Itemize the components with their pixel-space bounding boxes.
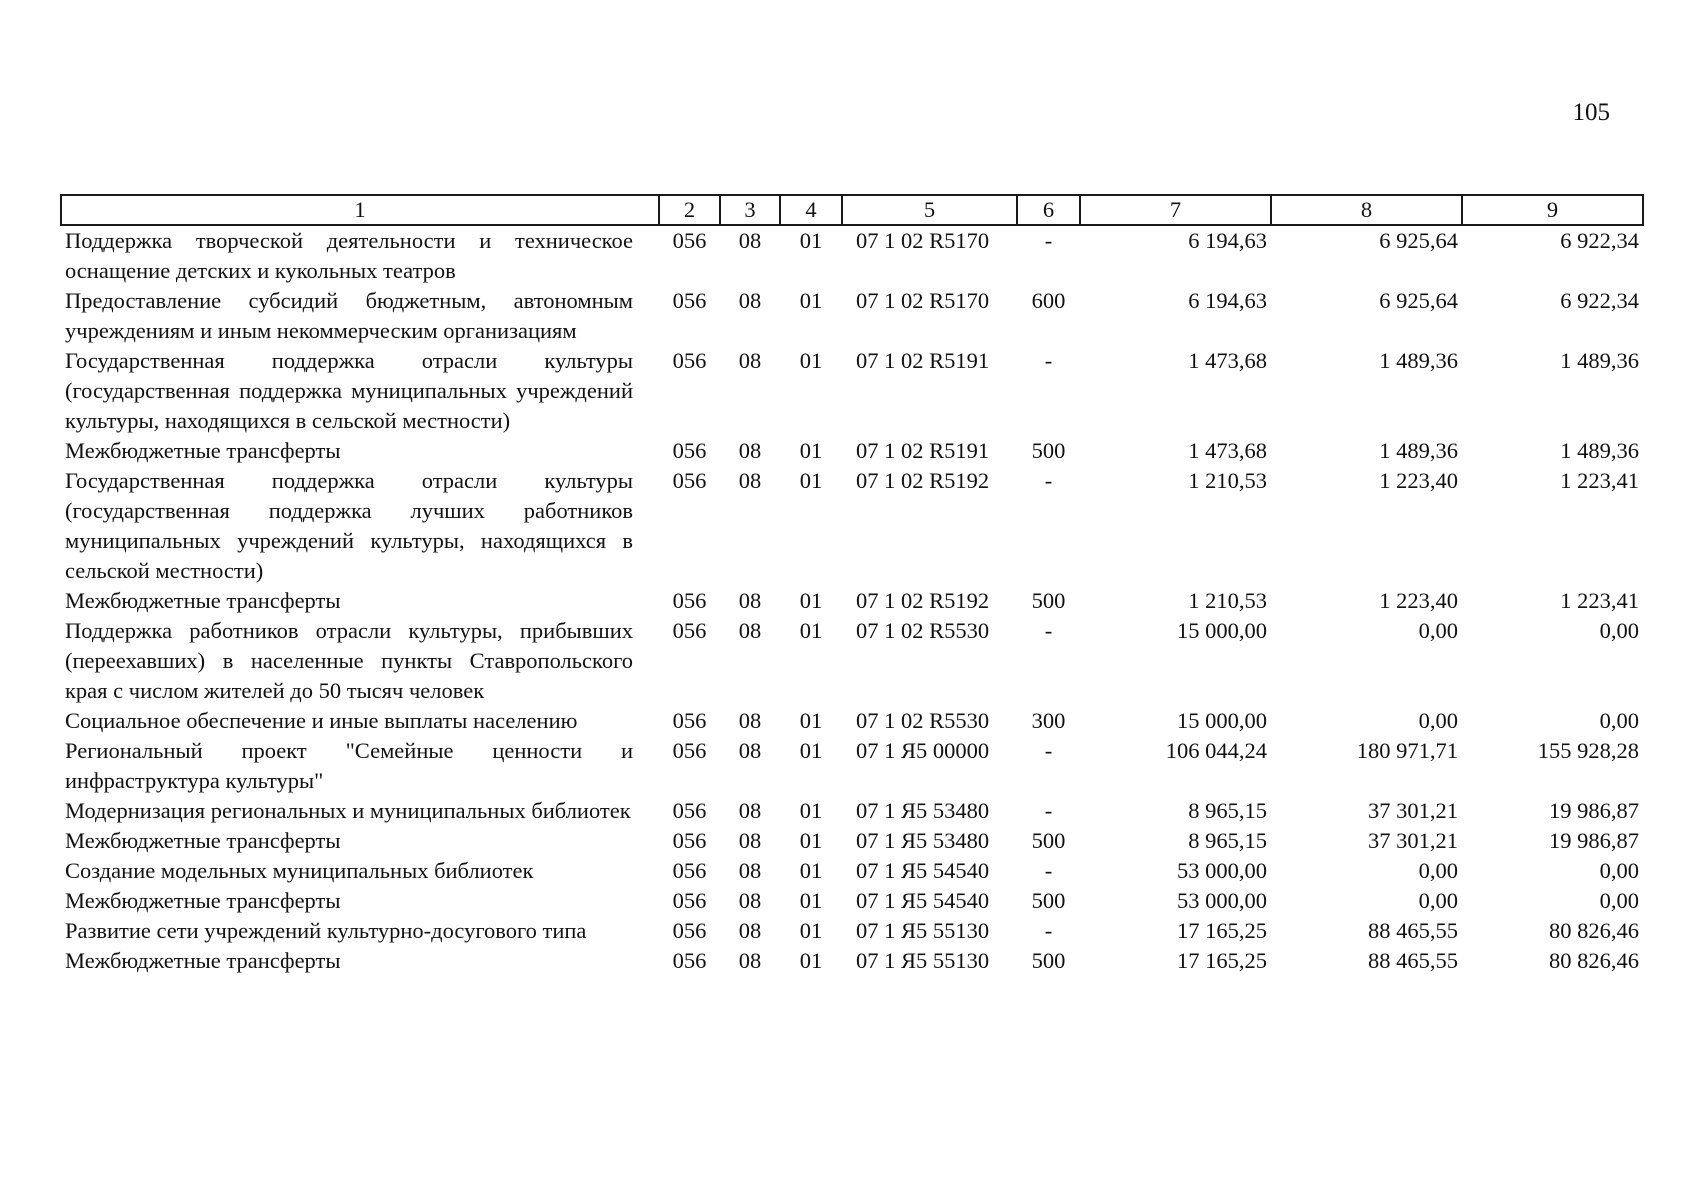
cell-subsection-code: 01 bbox=[799, 288, 823, 313]
cell-subsection-code: 01 bbox=[799, 468, 823, 493]
cell-amount-col9: 0,00 bbox=[1599, 858, 1639, 883]
cell-amount-col7: 53 000,00 bbox=[1177, 858, 1267, 883]
header-row bbox=[61, 195, 1643, 225]
cell-ministry-code: 056 bbox=[672, 348, 707, 373]
table-row bbox=[61, 856, 1643, 886]
cell-amount-col9: 1 489,36 bbox=[1560, 438, 1639, 463]
cell-expense-type: 500 bbox=[1031, 828, 1066, 853]
cell-target-article: 07 1 02 R5170 bbox=[856, 288, 990, 313]
cell-ministry-code: 056 bbox=[672, 288, 707, 313]
cell-expense-type: - bbox=[1044, 618, 1053, 643]
cell-ministry-code: 056 bbox=[672, 888, 707, 913]
cell-subsection-code: 01 bbox=[799, 228, 823, 253]
cell-expense-type: 500 bbox=[1031, 948, 1066, 973]
cell-section-code: 08 bbox=[738, 738, 762, 763]
cell-expense-type: - bbox=[1044, 738, 1053, 763]
table-row bbox=[61, 736, 1643, 796]
cell-amount-col9: 0,00 bbox=[1599, 708, 1639, 733]
cell-section-code: 08 bbox=[738, 618, 762, 643]
cell-amount-col8: 1 223,40 bbox=[1379, 588, 1458, 613]
page-number: 105 bbox=[1572, 99, 1610, 126]
column-header-4: 4 bbox=[780, 195, 842, 225]
cell-name: Межбюджетные трансферты bbox=[65, 588, 341, 613]
column-header-2: 2 bbox=[659, 195, 720, 225]
cell-amount-col9: 80 826,46 bbox=[1549, 918, 1639, 943]
cell-ministry-code: 056 bbox=[672, 228, 707, 253]
table-row bbox=[61, 466, 1643, 586]
cell-target-article: 07 1 Я5 53480 bbox=[856, 828, 990, 853]
cell-target-article: 07 1 Я5 00000 bbox=[856, 738, 990, 763]
table-row bbox=[61, 796, 1643, 826]
cell-amount-col9: 19 986,87 bbox=[1549, 828, 1639, 853]
cell-ministry-code: 056 bbox=[672, 708, 707, 733]
cell-target-article: 07 1 Я5 54540 bbox=[856, 888, 990, 913]
table-row bbox=[61, 346, 1643, 436]
cell-amount-col8: 1 489,36 bbox=[1379, 438, 1458, 463]
cell-subsection-code: 01 bbox=[799, 828, 823, 853]
table-row bbox=[61, 916, 1643, 946]
column-header-7: 7 bbox=[1080, 195, 1271, 225]
table-row bbox=[61, 436, 1643, 466]
cell-section-code: 08 bbox=[738, 348, 762, 373]
cell-amount-col9: 6 922,34 bbox=[1560, 288, 1639, 313]
cell-section-code: 08 bbox=[738, 828, 762, 853]
cell-amount-col9: 1 489,36 bbox=[1560, 348, 1639, 373]
cell-amount-col8: 0,00 bbox=[1418, 708, 1458, 733]
cell-amount-col7: 6 194,63 bbox=[1188, 288, 1267, 313]
table-row bbox=[61, 286, 1643, 346]
cell-amount-col7: 15 000,00 bbox=[1177, 708, 1267, 733]
cell-amount-col9: 6 922,34 bbox=[1560, 228, 1639, 253]
cell-expense-type: 300 bbox=[1031, 708, 1066, 733]
cell-amount-col8: 0,00 bbox=[1418, 858, 1458, 883]
table-row bbox=[61, 225, 1643, 286]
cell-name: Создание модельных муниципальных библиотек bbox=[65, 858, 534, 883]
cell-ministry-code: 056 bbox=[672, 738, 707, 763]
cell-target-article: 07 1 Я5 55130 bbox=[856, 948, 990, 973]
cell-subsection-code: 01 bbox=[799, 858, 823, 883]
cell-amount-col7: 15 000,00 bbox=[1177, 618, 1267, 643]
table-row bbox=[61, 886, 1643, 916]
cell-subsection-code: 01 bbox=[799, 588, 823, 613]
table-row bbox=[61, 826, 1643, 856]
cell-amount-col7: 1 210,53 bbox=[1188, 468, 1267, 493]
cell-expense-type: 500 bbox=[1031, 888, 1066, 913]
cell-amount-col7: 17 165,25 bbox=[1177, 918, 1267, 943]
cell-amount-col7: 8 965,15 bbox=[1188, 798, 1267, 823]
cell-name: Государственная поддержка отрасли культуры (государственная поддержка лучших работников муниципальных учреждений культуры, находящихся в сельской местности) bbox=[65, 468, 633, 583]
cell-amount-col9: 0,00 bbox=[1599, 888, 1639, 913]
cell-section-code: 08 bbox=[738, 588, 762, 613]
cell-amount-col8: 0,00 bbox=[1418, 618, 1458, 643]
cell-name: Межбюджетные трансферты bbox=[65, 948, 341, 973]
cell-ministry-code: 056 bbox=[672, 828, 707, 853]
cell-section-code: 08 bbox=[738, 468, 762, 493]
cell-expense-type: - bbox=[1044, 918, 1053, 943]
cell-subsection-code: 01 bbox=[799, 948, 823, 973]
table-row bbox=[61, 706, 1643, 736]
cell-ministry-code: 056 bbox=[672, 588, 707, 613]
cell-ministry-code: 056 bbox=[672, 918, 707, 943]
cell-amount-col9: 1 223,41 bbox=[1560, 468, 1639, 493]
cell-ministry-code: 056 bbox=[672, 798, 707, 823]
cell-target-article: 07 1 02 R5530 bbox=[856, 708, 990, 733]
budget-table bbox=[60, 194, 1644, 976]
table-body bbox=[61, 225, 1643, 976]
cell-ministry-code: 056 bbox=[672, 468, 707, 493]
cell-amount-col8: 1 223,40 bbox=[1379, 468, 1458, 493]
cell-amount-col7: 8 965,15 bbox=[1188, 828, 1267, 853]
cell-amount-col8: 1 489,36 bbox=[1379, 348, 1458, 373]
cell-target-article: 07 1 02 R5530 bbox=[856, 618, 990, 643]
column-header-6: 6 bbox=[1017, 195, 1080, 225]
cell-expense-type: - bbox=[1044, 348, 1053, 373]
cell-amount-col9: 0,00 bbox=[1599, 618, 1639, 643]
cell-expense-type: - bbox=[1044, 858, 1053, 883]
cell-amount-col9: 1 223,41 bbox=[1560, 588, 1639, 613]
cell-ministry-code: 056 bbox=[672, 948, 707, 973]
cell-name: Модернизация региональных и муниципальных библиотек bbox=[65, 798, 631, 823]
cell-ministry-code: 056 bbox=[672, 858, 707, 883]
table-row bbox=[61, 586, 1643, 616]
cell-ministry-code: 056 bbox=[672, 438, 707, 463]
column-header-3: 3 bbox=[720, 195, 780, 225]
cell-amount-col8: 6 925,64 bbox=[1379, 288, 1458, 313]
cell-name: Поддержка творческой деятельности и техническое оснащение детских и кукольных театров bbox=[65, 228, 633, 283]
table-row bbox=[61, 946, 1643, 976]
cell-target-article: 07 1 Я5 53480 bbox=[856, 798, 990, 823]
cell-amount-col8: 88 465,55 bbox=[1368, 918, 1458, 943]
cell-amount-col9: 155 928,28 bbox=[1537, 738, 1639, 763]
cell-target-article: 07 1 Я5 55130 bbox=[856, 918, 990, 943]
cell-name: Развитие сети учреждений культурно-досугового типа bbox=[65, 918, 587, 943]
cell-subsection-code: 01 bbox=[799, 738, 823, 763]
column-header-9: 9 bbox=[1462, 195, 1643, 225]
cell-name: Государственная поддержка отрасли культуры (государственная поддержка муниципальных учреждений культуры, находящихся в сельской местности) bbox=[65, 348, 633, 433]
table-header bbox=[61, 195, 1643, 225]
cell-amount-col7: 1 210,53 bbox=[1188, 588, 1267, 613]
column-header-1: 1 bbox=[61, 195, 659, 225]
cell-target-article: 07 1 Я5 54540 bbox=[856, 858, 990, 883]
cell-subsection-code: 01 bbox=[799, 888, 823, 913]
cell-amount-col9: 80 826,46 bbox=[1549, 948, 1639, 973]
cell-name: Межбюджетные трансферты bbox=[65, 888, 341, 913]
cell-subsection-code: 01 bbox=[799, 438, 823, 463]
cell-subsection-code: 01 bbox=[799, 348, 823, 373]
cell-name: Предоставление субсидий бюджетным, автономным учреждениям и иным некоммерческим организациям bbox=[65, 288, 633, 343]
cell-expense-type: 500 bbox=[1031, 438, 1066, 463]
cell-target-article: 07 1 02 R5170 bbox=[856, 228, 990, 253]
cell-expense-type: - bbox=[1044, 468, 1053, 493]
cell-amount-col9: 19 986,87 bbox=[1549, 798, 1639, 823]
cell-section-code: 08 bbox=[738, 228, 762, 253]
cell-amount-col8: 180 971,71 bbox=[1356, 738, 1458, 763]
cell-name: Межбюджетные трансферты bbox=[65, 438, 341, 463]
cell-amount-col8: 0,00 bbox=[1418, 888, 1458, 913]
cell-expense-type: 500 bbox=[1031, 588, 1066, 613]
cell-section-code: 08 bbox=[738, 288, 762, 313]
cell-amount-col7: 106 044,24 bbox=[1165, 738, 1267, 763]
cell-subsection-code: 01 bbox=[799, 918, 823, 943]
cell-target-article: 07 1 02 R5191 bbox=[856, 438, 990, 463]
cell-amount-col7: 1 473,68 bbox=[1188, 438, 1267, 463]
cell-section-code: 08 bbox=[738, 858, 762, 883]
cell-section-code: 08 bbox=[738, 948, 762, 973]
cell-name: Межбюджетные трансферты bbox=[65, 828, 341, 853]
cell-target-article: 07 1 02 R5192 bbox=[856, 468, 990, 493]
cell-subsection-code: 01 bbox=[799, 798, 823, 823]
cell-amount-col8: 37 301,21 bbox=[1368, 798, 1458, 823]
cell-section-code: 08 bbox=[738, 798, 762, 823]
cell-section-code: 08 bbox=[738, 708, 762, 733]
cell-ministry-code: 056 bbox=[672, 618, 707, 643]
cell-section-code: 08 bbox=[738, 918, 762, 943]
cell-expense-type: - bbox=[1044, 798, 1053, 823]
cell-name: Региональный проект "Семейные ценности и инфраструктура культуры" bbox=[65, 738, 633, 793]
cell-expense-type: 600 bbox=[1031, 288, 1066, 313]
cell-amount-col7: 1 473,68 bbox=[1188, 348, 1267, 373]
cell-target-article: 07 1 02 R5191 bbox=[856, 348, 990, 373]
cell-section-code: 08 bbox=[738, 438, 762, 463]
cell-amount-col8: 88 465,55 bbox=[1368, 948, 1458, 973]
cell-target-article: 07 1 02 R5192 bbox=[856, 588, 990, 613]
cell-amount-col8: 6 925,64 bbox=[1379, 228, 1458, 253]
cell-amount-col7: 6 194,63 bbox=[1188, 228, 1267, 253]
cell-expense-type: - bbox=[1044, 228, 1053, 253]
cell-section-code: 08 bbox=[738, 888, 762, 913]
cell-amount-col7: 53 000,00 bbox=[1177, 888, 1267, 913]
cell-name: Поддержка работников отрасли культуры, прибывших (переехавших) в населенные пункты Ставропольского края с числом жителей до 50 тысяч человек bbox=[65, 618, 633, 703]
cell-amount-col8: 37 301,21 bbox=[1368, 828, 1458, 853]
column-header-8: 8 bbox=[1271, 195, 1462, 225]
column-header-5: 5 bbox=[842, 195, 1017, 225]
cell-amount-col7: 17 165,25 bbox=[1177, 948, 1267, 973]
cell-subsection-code: 01 bbox=[799, 618, 823, 643]
cell-name: Социальное обеспечение и иные выплаты населению bbox=[65, 708, 578, 733]
cell-subsection-code: 01 bbox=[799, 708, 823, 733]
table-row bbox=[61, 616, 1643, 706]
